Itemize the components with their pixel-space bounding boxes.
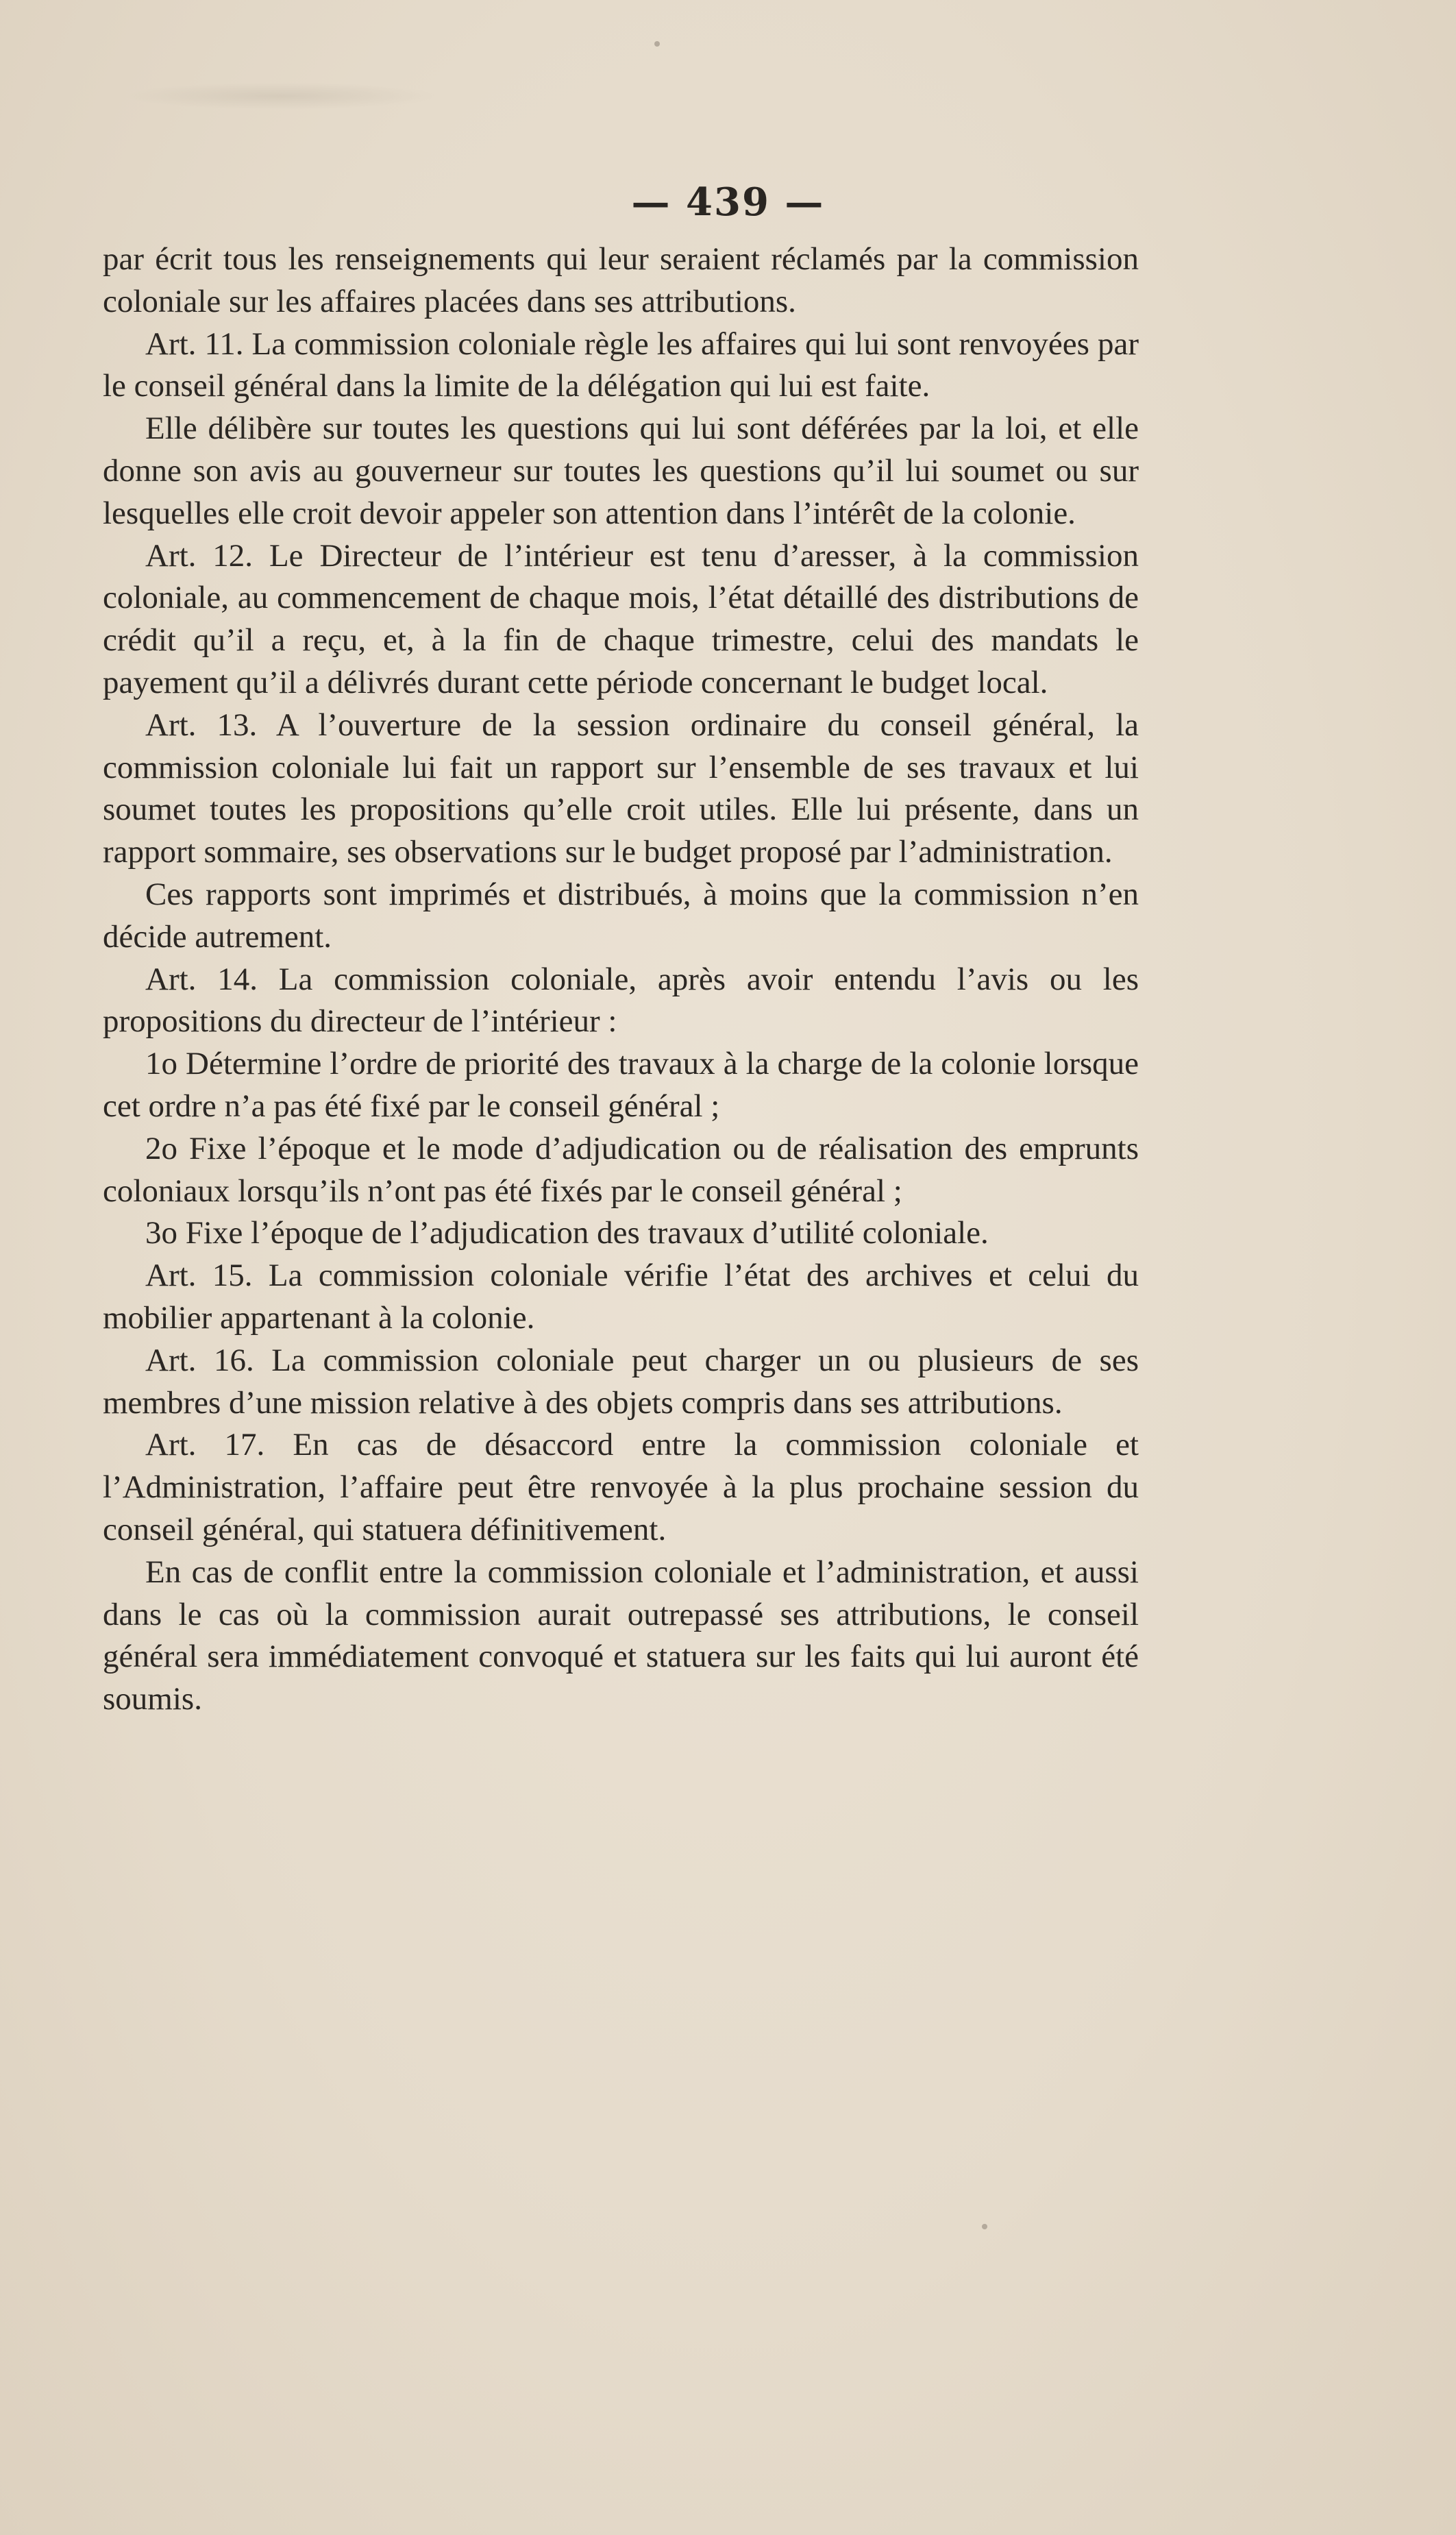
paragraph-art-17-conflict: En cas de conflit entre la commission coloniale et l’administration, et aussi dans le cas où la commission aurait outrepassé ses attributions, le conseil général sera immédiatement convoqué et statuera sur les faits qui lui auront été soumis.: [103, 1554, 1139, 1717]
ink-speck: [982, 2224, 987, 2229]
page-stain: [123, 82, 439, 110]
paragraph-art-14: Art. 14. La commission coloniale, après avoir entendu l’avis ou les propositions du directeur de l’intérieur :: [103, 961, 1139, 1040]
paragraph-art-17: Art. 17. En cas de désaccord entre la commission coloniale et l’Administration, l’affaire peut être renvoyée à la plus prochaine session du conseil général, qui statuera définitivement.: [103, 1427, 1139, 1547]
ink-speck: [654, 41, 660, 47]
paragraph-art-14-item-1: 1o Détermine l’ordre de priorité des travaux à la charge de la colonie lorsque cet ordre n’a pas été fixé par le conseil général ;: [103, 1046, 1139, 1124]
body-text: [103, 238, 1139, 1721]
paragraph-art-11-deliberation: Elle délibère sur toutes les questions qui lui sont déférées par la loi, et elle donne son avis au gouverneur sur toutes les questions qu’il lui soumet ou sur lesquelles elle croit devoir appeler son attention dans l’intérêt de la colonie.: [103, 411, 1139, 531]
paragraph-art-11: Art. 11. La commission coloniale règle les affaires qui lui sont renvoyées par le conseil général dans la limite de la délégation qui lui est faite.: [103, 326, 1139, 404]
page-number: — 439 —: [631, 180, 825, 225]
paragraph-art-15: Art. 15. La commission coloniale vérifie l’état des archives et celui du mobilier appartenant à la colonie.: [103, 1258, 1139, 1336]
paragraph-art-12: Art. 12. Le Directeur de l’intérieur est tenu d’aresser, à la commission coloniale, au commencement de chaque mois, l’état détaillé des distributions de crédit qu’il a reçu, et, à la fin de chaque trimestre, celui des mandats le payement qu’il a délivrés durant cette période concernant le budget local.: [103, 537, 1139, 700]
paragraph-art-13: Art. 13. A l’ouverture de la session ordinaire du conseil général, la commission coloniale lui fait un rapport sur l’ensemble de ses travaux et lui soumet toutes les propositions qu’elle croit utiles. Elle lui présente, dans un rapport sommaire, ses observations sur le budget proposé par l’administration.: [103, 707, 1139, 870]
paragraph-art-14-item-3: 3o Fixe l’époque de l’adjudication des travaux d’utilité coloniale.: [145, 1215, 989, 1251]
paragraph-continuation: par écrit tous les renseignements qui leur seraient réclamés par la commission coloniale sur les affaires placées dans ses attributions.: [103, 241, 1139, 319]
paragraph-art-13-reports: Ces rapports sont imprimés et distribués, à moins que la commission n’en décide autrement.: [103, 876, 1139, 955]
paragraph-art-16: Art. 16. La commission coloniale peut charger un ou plusieurs de ses membres d’une mission relative à des objets compris dans ses attributions.: [103, 1342, 1139, 1421]
paragraph-art-14-item-2: 2o Fixe l’époque et le mode d’adjudication ou de réalisation des emprunts coloniaux lorsqu’ils n’ont pas été fixés par le conseil général ;: [103, 1130, 1139, 1209]
